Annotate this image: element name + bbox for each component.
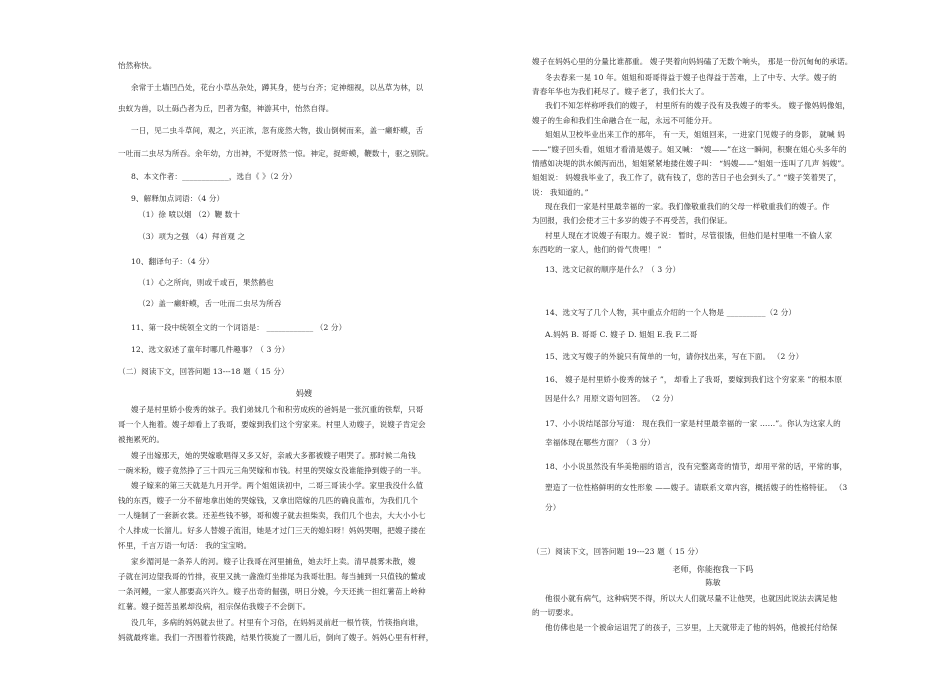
question-9: 9、解释加点词语：（4 分） <box>131 194 225 203</box>
question-10: 10、翻译句子：（4 分） <box>131 257 214 266</box>
text-line: 一日，见二虫斗草间，观之，兴正浓，忽有庞然大物，拔山倒树而来，盖一癞虾蟆，舌 <box>131 126 424 135</box>
text-line: 一人缝制了一套新衣裳。还差些钱不够，哥和嫂子就去担柴卖，我们几个也去，大大小小七 <box>118 511 426 520</box>
text-line: 他仿佛也是一个被命运诅咒了的孩子，三岁里，上天就带走了他的妈妈，他被托付给保 <box>545 623 838 632</box>
question-9-items: （3）项为之强 （4）拜首观 之 <box>138 232 246 241</box>
text-line: 嫂子出嫁那天，她的哭嫁歌唱得又多又好，亲戚大多都被嫂子唱哭了。那时候二角钱 <box>131 451 416 460</box>
text-line: 嫂子嫁来的第三天就是九月开学。两个姐姐读初中，二哥三哥读小学。家里我没什么值 <box>131 481 424 490</box>
question-18: 18、小小说虽然没有华美艳丽的语言，没有完整离奇的情节，却用平常的话，平常的事， <box>545 462 848 471</box>
text-line: 虫蚁为兽，以土砾凸者为丘，凹者为壑，神游其中，怡然自得。 <box>118 104 334 113</box>
text-line: ——”嫂子回头看，姐姐才看清是嫂子。姐又喊： “嫂——”在这一瞬间，积聚在姐心头多年的 <box>532 145 847 154</box>
question-11: 11、第一段中统领全文的一个词语是： ____________ （2 分） <box>131 323 347 332</box>
section-heading: （二）阅读下文，回答问题 13---18 题（ 15 分） <box>118 367 289 376</box>
text-line: 东西吃的一家人，他们的骨气贵哩！ ” <box>532 245 662 254</box>
text-line: 钱的东西，嫂子一分不留地拿出她的哭嫁钱，又拿出陪嫁的几匹的确良蓝布，为我们几个 <box>118 496 419 505</box>
text-line: 冬去春来一晃 10 年。姐姐和哥哥得益于嫂子也得益于苦难，上了中专、大学。嫂子的 <box>545 73 837 82</box>
text-line: 说： 我知道的。” <box>532 188 589 197</box>
text-line: 一条河鳗，一家人都要高兴许久。嫂子出奇的倔强，明日分娩，今天还挑一担红薯苗上岭种 <box>118 587 426 596</box>
text-line: 姐姐说： 妈嫂我毕业了，我工作了，就有钱了，您的苦日子也会到头了。” “嫂子笑着哭了， <box>532 173 842 182</box>
text-line: 家乡湄河是一条养人的河。嫂子让我哥在河里捕鱼，她去圩上卖。清早晨雾未散，嫂 <box>131 557 416 566</box>
question-12: 12、选文叙述了童年时哪几件趣事？（ 3 分） <box>131 345 290 354</box>
text-line: 妈就最疼谁。我们一齐围着竹筷跪，结果竹筷旋了一圈儿后，倒向了嫂子。妈妈心里有杆秤， <box>118 633 434 642</box>
text-line: 一碗米粉，嫂子竟然挣了三十四元三角哭嫁和市钱。村里的哭嫁女没谁能挣到嫂子的一半。 <box>118 466 426 475</box>
right-column <box>532 0 894 687</box>
text-line: 为回报，我们会使才三十多岁的嫂子不再受苦，我们保证。 <box>532 216 733 225</box>
article-author: 陈敏 <box>705 578 721 587</box>
question-16: 16、 嫂子是村里娇小俊秀的妹子 ”， 却看上了我哥，要嫁到我们这个穷家来 ”的根本原 <box>545 375 843 384</box>
text-line: 哥一个人拖着。嫂子却看上了我哥，要嫁到我们这个穷家来。村里人劝嫂子，说嫂子肯定会 <box>118 420 426 429</box>
text-line: 村里人现在才说嫂子有眼力。嫂子说： 暂时，尽管很饿，但他们是村里唯一不偷人家 <box>545 231 833 240</box>
text-line: 怀里，千言万语一句话： 我的宝宝哟。 <box>118 541 252 550</box>
text-line: 子就在河边望我哥的竹排，夜里又挑一盏渔灯坐排尾为我哥壮胆。每当捕到一只值钱的鳖或 <box>118 572 426 581</box>
text-line: 怡然称快。 <box>118 61 157 70</box>
question-15: 15、选文写嫂子的外貌只有简单的一句，请你找出来，写在下面。 （2 分） <box>545 352 804 361</box>
question-17-cont: 幸福体现在哪些方面？（ 3 分） <box>545 438 655 447</box>
text-line: 余常于土墙凹凸处，花台小草丛杂处，蹲其身，使与台齐；定神细视，以丛草为林，以 <box>131 83 424 92</box>
text-line: 我们不知怎样称呼我们的嫂子， 村里所有的嫂子没有及我嫂子的零头。 嫂子像妈妈像姐， <box>545 101 851 110</box>
text-line: 嫂子在妈妈心里的分量比谁都重。 嫂子哭着向妈妈磕了无数个响头， 那是一份沉甸甸的承诺。 <box>532 57 853 66</box>
question-8: 8、本文作者：____________，选自《 》（2 分） <box>131 172 297 181</box>
text-line: 的一切要求。 <box>532 608 579 617</box>
text-line: 现在我们一家是村里最幸福的一家。我们像敬重我们的父母一样敬重我们的嫂子。作 <box>545 202 830 211</box>
text-line: 嫂子是村里娇小俊秀的妹子。我们弟妹几个和积劳成疾的爸妈是一张沉重的铁犁，只哥 <box>131 405 424 414</box>
question-17: 17、小小说结尾部分写道： 现在我们一家是村里最幸福的一家 ……”。你认为这家人的 <box>545 419 841 428</box>
left-column <box>118 0 490 687</box>
text-line: 嫂子的生命和我们生命融合在一起，永远不可能分开。 <box>532 116 717 125</box>
text-line: 姐姐从卫校毕业出来工作的那年， 有一天，姐姐回来，一进家门见嫂子的身影， 就喊 妈 <box>545 130 845 139</box>
question-9-items: （1）徐 喷以烟 （2）鞭 数十 <box>138 210 241 219</box>
question-10-item: （1）心之所向，则或千或百，果然鹤也 <box>138 278 274 287</box>
section-heading: （三）阅读下文，回答问题 19---23 题（ 15 分） <box>532 547 703 556</box>
text-line: 一吐而二虫尽为所吞。余年幼，方出神，不觉呀然一惊。神定，捉虾蟆，鞭数十，驱之别院。 <box>118 149 434 158</box>
question-14-options: A.妈妈 B. 哥哥 C. 嫂子 D. 姐姐 E.我 F.二哥 <box>545 330 698 339</box>
question-10-item: （2）盖一癞虾蟆，舌一吐而二虫尽为所吞 <box>138 299 282 308</box>
article-title: 妈嫂 <box>295 389 313 398</box>
question-18-cont: 塑造了一位性格鲜明的女性形象 ——嫂子。请联系文章内容，概括嫂子的性格特征。 （3 <box>545 483 848 492</box>
text-line: 个人排成一长溜儿。好多人替嫂子流泪，她是才过门三天的媳妇呀！妈妈哭咽，把嫂子搂在 <box>118 526 426 535</box>
question-18-cont: 分） <box>545 503 561 512</box>
text-line: 青春年华也为我们耗尽了。嫂子老了，我们长大了。 <box>532 87 709 96</box>
question-14: 14、选文写了几个人物，其中重点介绍的一个人物是 __________（2 分） <box>545 308 797 317</box>
article-title: 老师，你能抱我一下吗 <box>672 565 754 574</box>
text-line: 没几年，多病的妈妈就去世了。村里有个习俗，在妈妈灵前赶一根竹筷，竹筷指向谁， <box>131 618 424 627</box>
question-13: 13、选文记叙的顺序是什么？（ 3 分） <box>545 265 681 274</box>
text-line: 他很小就有病气，这种病哭不得，所以大人们就尽量不让他哭，也就因此说法去满足他 <box>545 594 838 603</box>
question-16-cont: 因是什么？用原文语句回答。 （2 分） <box>545 394 679 403</box>
text-line: 红薯。嫂子挺苦虽累却没病，祖宗保佑我嫂子不会倒下。 <box>118 602 311 611</box>
text-line: 被拖累死的。 <box>118 435 165 444</box>
text-line: 情感如决堤的洪水倾泻而出，姐姐紧紧地搂住嫂子叫： “妈嫂——”姐姐一连叫了几声 妈嫂”。 <box>532 159 850 168</box>
